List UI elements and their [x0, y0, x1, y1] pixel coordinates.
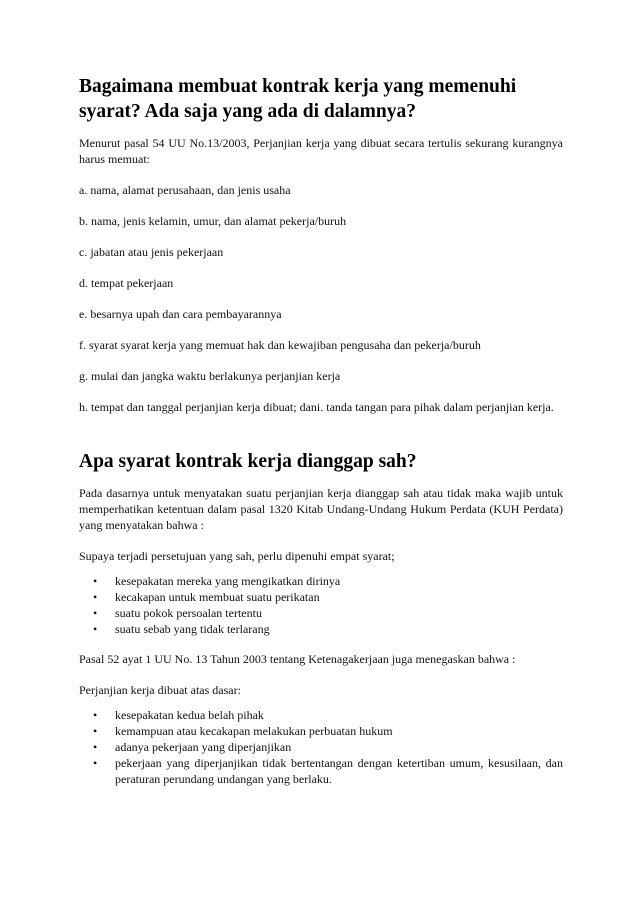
list-item: • kecakapan untuk membuat suatu perikatan [93, 590, 320, 604]
item-a: a. nama, alamat perusahaan, dan jenis usaha [79, 183, 291, 197]
list-item: • kesepakatan mereka yang mengikatkan dirinya [93, 574, 341, 588]
heading-kontrak-kerja: Bagaimana membuat kontrak kerja yang memenuhi syarat? Ada saja yang ada di dalamnya? [79, 76, 517, 122]
intro-paragraph: Menurut pasal 54 UU No.13/2003, Perjanjian kerja yang dibuat secara tertulis sekurang kurangnya harus memuat: [79, 136, 563, 166]
item-g: g. mulai dan jangka waktu berlakunya perjanjian kerja [79, 369, 341, 383]
bullet-icon: • [93, 622, 98, 636]
bullet-icon: • [93, 574, 98, 588]
item-h: h. tempat dan tanggal perjanjian kerja dibuat; dani. tanda tangan para pihak dalam perjanjian kerja. [79, 400, 554, 414]
item-e: e. besarnya upah dan cara pembayarannya [79, 307, 282, 321]
list-item: • kesepakatan kedua belah pihak [93, 708, 264, 722]
item-c: c. jabatan atau jenis pekerjaan [79, 245, 224, 259]
list-item: • adanya pekerjaan yang diperjanjikan [93, 740, 292, 754]
item-b: b. nama, jenis kelamin, umur, dan alamat pekerja/buruh [79, 214, 347, 228]
paragraph-pasal-1320: Pada dasarnya untuk menyatakan suatu perjanjian kerja dianggap sah atau tidak maka wajib untuk memperhatikan ketentuan dalam pasal 1320 Kitab Undang-Undang Hukum Perdata (KUH Perdata) yang menyatakan bahwa : [79, 486, 563, 532]
bullet-icon: • [93, 724, 98, 738]
document-page [79, 74, 563, 801]
heading-syarat-sah: Apa syarat kontrak kerja dianggap sah? [79, 451, 417, 472]
paragraph-pasal-52: Pasal 52 ayat 1 UU No. 13 Tahun 2003 tentang Ketenagakerjaan juga menegaskan bahwa : [79, 652, 516, 666]
paragraph-empat-syarat: Supaya terjadi persetujuan yang sah, perlu dipenuhi empat syarat; [79, 549, 395, 563]
paragraph-atas-dasar: Perjanjian kerja dibuat atas dasar: [79, 683, 241, 697]
bullet-icon: • [93, 740, 98, 754]
list-item: • kemampuan atau kecakapan melakukan perbuatan hukum [93, 724, 393, 738]
list-item: • suatu pokok persoalan tertentu [93, 606, 262, 620]
list-item: • pekerjaan yang diperjanjikan tidak bertentangan dengan ketertiban umum, kesusilaan, dan peraturan perundang undangan yang berlaku. [93, 756, 563, 786]
item-d: d. tempat pekerjaan [79, 276, 174, 290]
bullet-icon: • [93, 756, 98, 770]
list-item: • suatu sebab yang tidak terlarang [93, 622, 270, 636]
bullet-icon: • [93, 708, 98, 722]
list-atas-dasar [79, 707, 563, 787]
list-syarat-sah [79, 573, 563, 637]
bullet-icon: • [93, 590, 98, 604]
bullet-icon: • [93, 606, 98, 620]
item-f: f. syarat syarat kerja yang memuat hak dan kewajiban pengusaha dan pekerja/buruh [79, 338, 481, 352]
